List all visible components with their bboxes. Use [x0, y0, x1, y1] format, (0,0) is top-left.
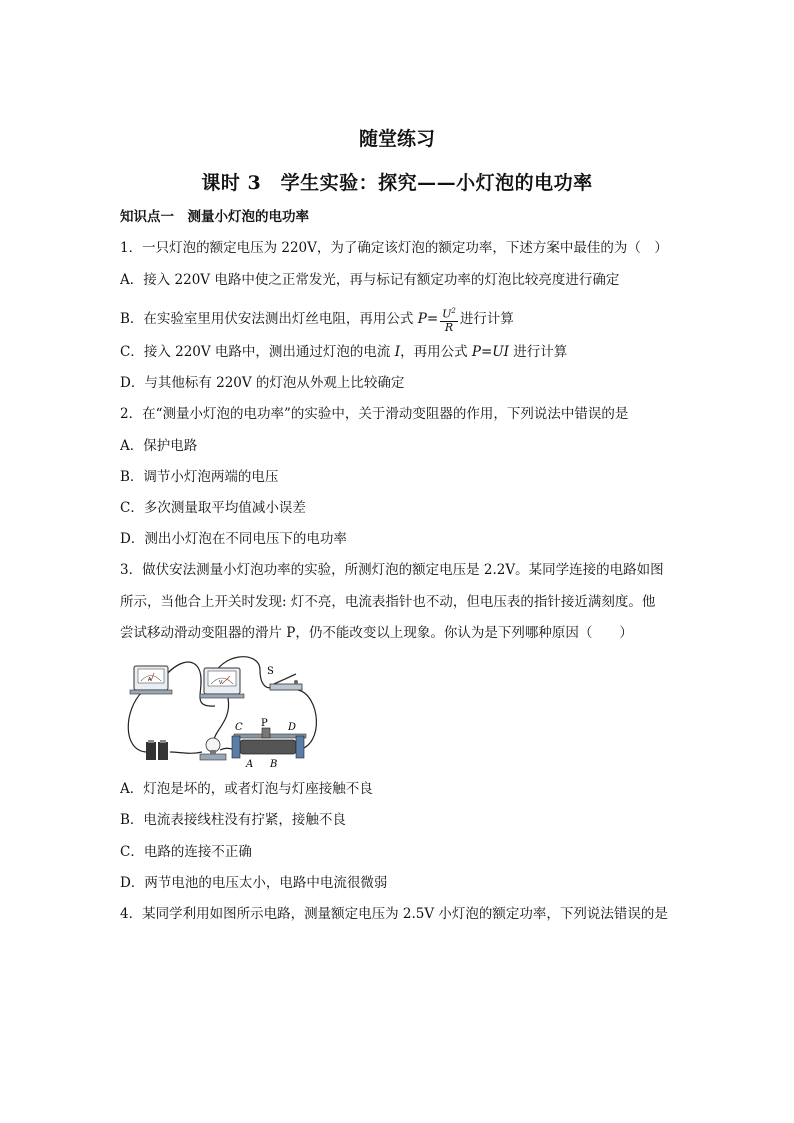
- q1-option-c-mid: ，再用公式: [400, 344, 472, 360]
- q1-option-c-text: C．接入 220V 电路中，测出通过灯泡的电流: [120, 344, 395, 360]
- q1-option-d: D．与其他标有 220V 的灯泡从外观上比较确定: [120, 375, 405, 391]
- terminal-c-label: C: [235, 722, 243, 733]
- q3-option-a: A．灯泡是坏的，或者灯泡与灯座接触不良: [120, 781, 373, 797]
- wire-battery-ammeter: [128, 692, 146, 752]
- slider-p-label: P: [261, 718, 268, 729]
- current-symbol: I: [394, 344, 401, 360]
- q1-stem: 1．一只灯泡的额定电压为 220V，为了确定该灯泡的额定功率，下述方案中最佳的为（ ）: [120, 240, 668, 256]
- page-title: 随堂练习: [358, 128, 435, 150]
- q3-stem-line1: 3．做伏安法测量小灯泡功率的实验，所测灯泡的额定电压是 2.2V。某同学连接的电路如图: [120, 562, 664, 578]
- formula-equals: =: [426, 310, 439, 327]
- section-heading: 知识点一 测量小灯泡的电功率: [120, 209, 309, 225]
- q2-stem: 2．在“测量小灯泡的电功率”的实验中，关于滑动变阻器的作用，下列说法中错误的是: [120, 406, 629, 422]
- q3-option-c: C．电路的连接不正确: [120, 844, 252, 860]
- power-formula: P=UI: [471, 344, 509, 360]
- ammeter-label: A: [148, 677, 152, 683]
- wire-battery-lamp: [170, 752, 202, 753]
- formula-exponent: 2: [451, 307, 456, 315]
- wire-voltmeter-lamp: [214, 698, 229, 740]
- terminal-d-label: D: [288, 722, 297, 733]
- q3-stem-line2: 所示，当他合上开关时发现: 灯不亮，电流表指针也不动，但电压表的指针接近满刻度。他: [120, 594, 656, 610]
- voltmeter-label: V: [219, 680, 223, 686]
- switch-label: S: [267, 666, 274, 677]
- terminal-a-label: A: [246, 759, 254, 770]
- q1-option-b: [120, 305, 514, 334]
- circuit-diagram: [120, 650, 320, 770]
- q2-option-a: A．保护电路: [120, 438, 198, 454]
- formula-fraction: [440, 305, 458, 334]
- switch: [267, 666, 302, 690]
- q3-option-d: D．两节电池的电压太小，电路中电流很微弱: [120, 875, 388, 891]
- q2-option-c: C．多次测量取平均值减小误差: [120, 500, 306, 516]
- q1-option-c-tail: 进行计算: [508, 344, 568, 360]
- rheostat: [232, 718, 306, 770]
- q3-stem-line3: 尝试移动滑动变阻器的滑片 P，仍不能改变以上现象。你认为是下列哪种原因（ ）: [120, 625, 633, 641]
- formula-p: P: [417, 310, 427, 327]
- lesson-title: 课时 3 学生实验：探究——小灯泡的电功率: [201, 172, 593, 194]
- q4-stem: 4．某同学利用如图所示电路，测量额定电压为 2.5V 小灯泡的额定功率，下列说法错误的是: [120, 906, 668, 922]
- terminal-b-label: B: [270, 759, 278, 770]
- voltmeter: [200, 668, 244, 698]
- battery-pack: [146, 740, 168, 760]
- q1-option-b-tail: 进行计算: [459, 310, 514, 327]
- q1-option-b-text: B．在实验室里用伏安法测出灯丝电阻，再用公式: [120, 310, 418, 327]
- formula-denominator: R: [444, 320, 454, 334]
- q1-option-c: [120, 342, 567, 362]
- q3-option-b: B．电流表接线柱没有拧紧，接触不良: [120, 812, 346, 828]
- q1-option-a: A．接入 220V 电路中使之正常发光，再与标记有额定功率的灯泡比较亮度进行确定: [120, 272, 620, 288]
- formula-numerator: U: [442, 307, 452, 321]
- ammeter: [130, 666, 172, 694]
- q2-option-d: D．测出小灯泡在不同电压下的电功率: [120, 531, 347, 547]
- q2-option-b: B．调节小灯泡两端的电压: [120, 469, 279, 485]
